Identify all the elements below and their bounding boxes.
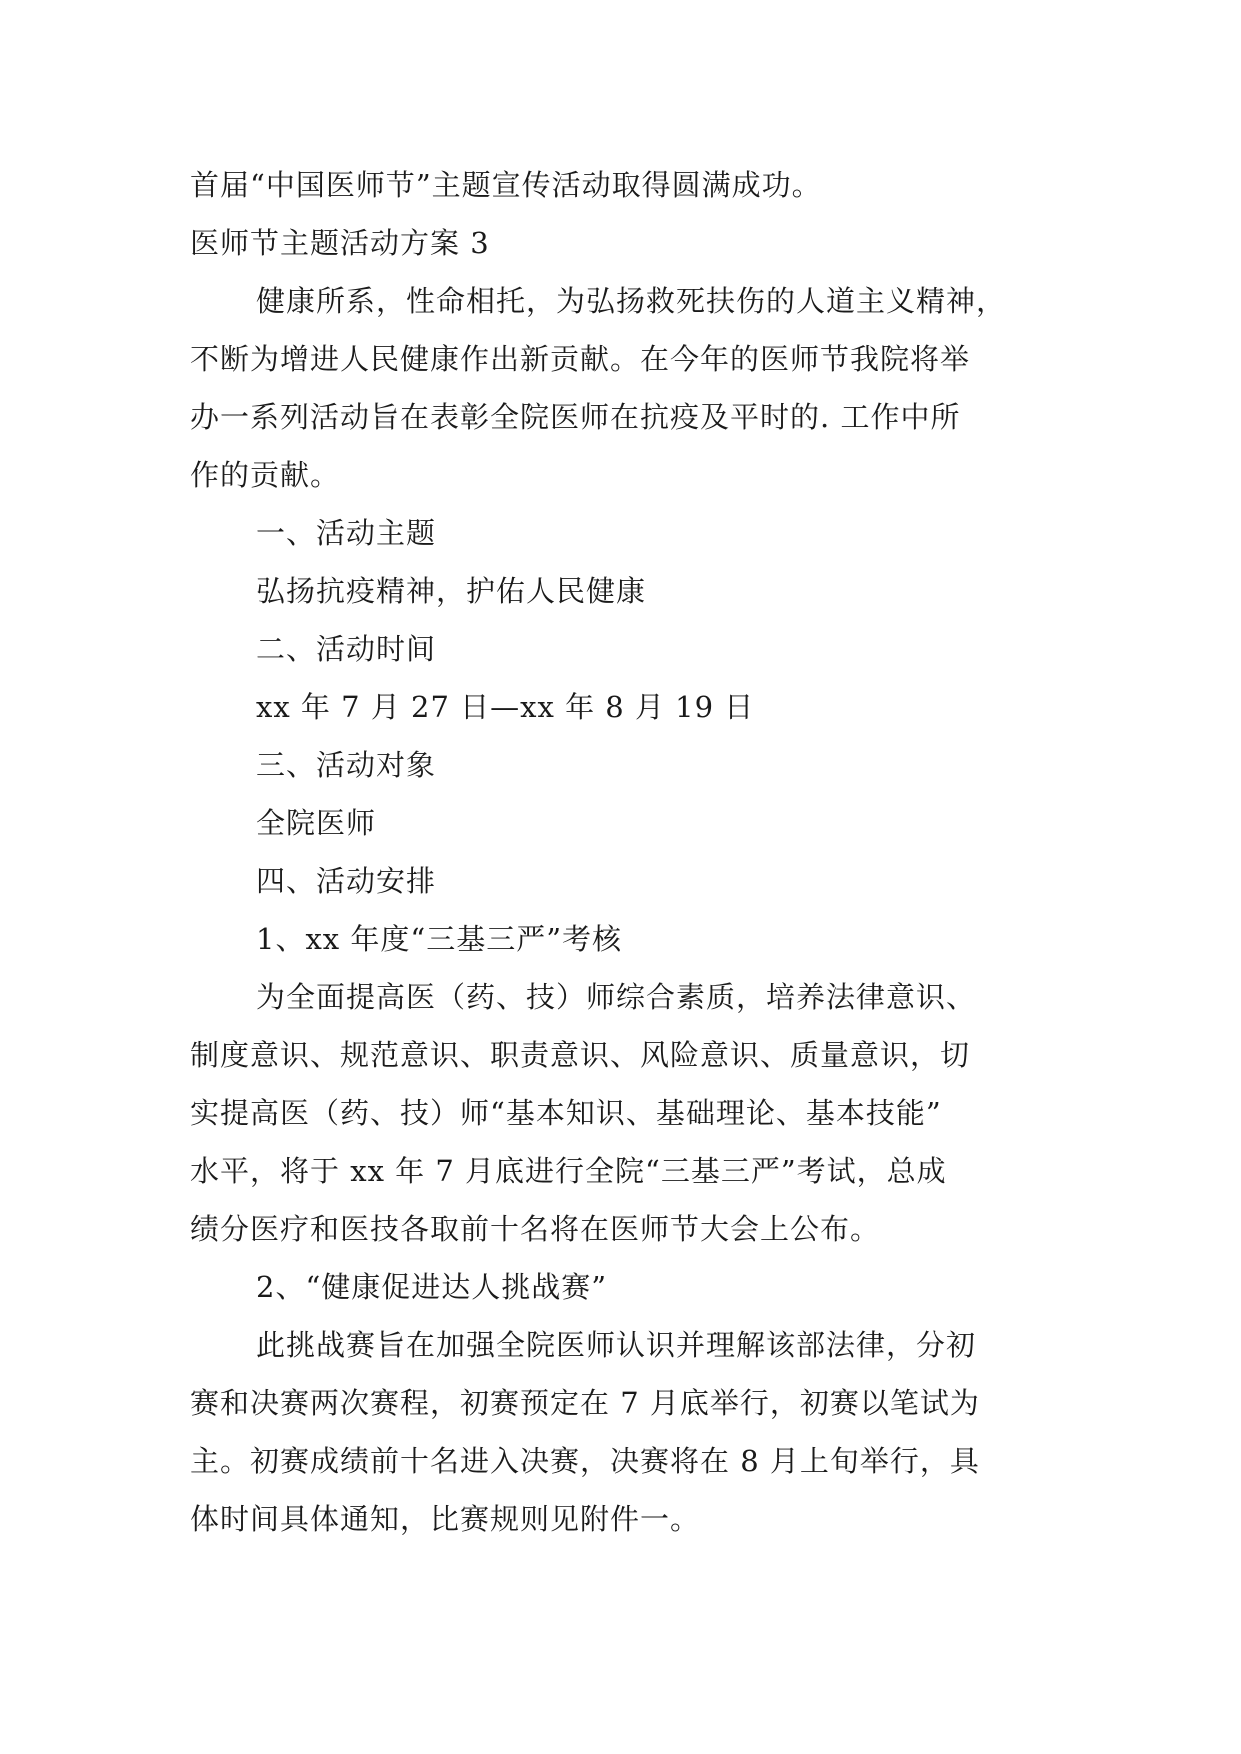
heading-audience: 三、活动对象: [256, 748, 437, 782]
heading-arrangement: 四、活动安排: [256, 864, 437, 898]
paragraph-line: 制度意识、规范意识、职责意识、风险意识、质量意识，切: [190, 1038, 971, 1072]
paragraph-line: 主。初赛成绩前十名进入决赛，决赛将在 8 月上旬举行，具: [190, 1444, 980, 1478]
section-title: 医师节主题活动方案 3: [190, 226, 490, 260]
paragraph-line: 首届“中国医师节”主题宣传活动取得圆满成功。: [190, 168, 822, 202]
paragraph-line: 健康所系，性命相托，为弘扬救死扶伤的人道主义精神，: [256, 284, 1007, 318]
paragraph-line: 作的贡献。: [190, 458, 341, 492]
subheading-challenge: 2、“健康促进达人挑战赛”: [256, 1270, 608, 1304]
paragraph-line: 办一系列活动旨在表彰全院医师在抗疫及平时的. 工作中所: [190, 400, 961, 434]
paragraph-line: 弘扬抗疫精神，护佑人民健康: [256, 574, 647, 608]
paragraph-line: 此挑战赛旨在加强全院医师认识并理解该部法律，分初: [256, 1328, 977, 1362]
paragraph-line: 为全面提高医（药、技）师综合素质，培养法律意识、: [256, 980, 977, 1014]
paragraph-line: 赛和决赛两次赛程，初赛预定在 7 月底举行，初赛以笔试为: [190, 1386, 980, 1420]
paragraph-line: 体时间具体通知，比赛规则见附件一。: [190, 1502, 701, 1536]
subheading-assessment: 1、xx 年度“三基三严”考核: [256, 922, 623, 956]
paragraph-line: 绩分医疗和医技各取前十名将在医师节大会上公布。: [190, 1212, 881, 1246]
heading-time: 二、活动时间: [256, 632, 437, 666]
paragraph-line: 不断为增进人民健康作出新贡献。在今年的医师节我院将举: [190, 342, 971, 376]
paragraph-line: xx 年 7 月 27 日—xx 年 8 月 19 日: [256, 690, 755, 724]
paragraph-line: 水平，将于 xx 年 7 月底进行全院“三基三严”考试，总成: [190, 1154, 947, 1188]
heading-theme: 一、活动主题: [256, 516, 437, 550]
paragraph-line: 实提高医（药、技）师“基本知识、基础理论、基本技能”: [190, 1096, 942, 1130]
paragraph-line: 全院医师: [256, 806, 377, 840]
